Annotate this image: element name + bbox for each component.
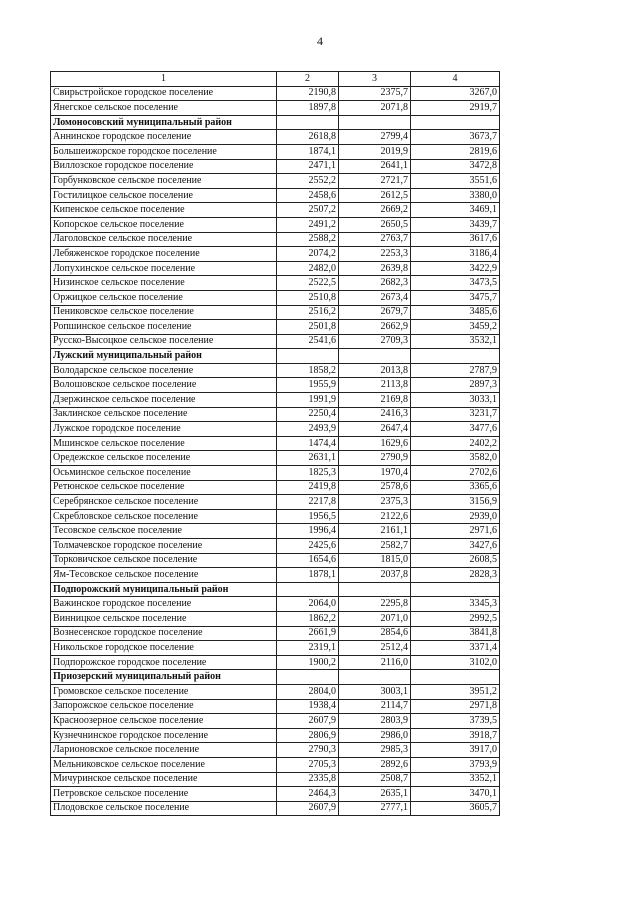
settlement-name: Мичуринское сельское поселение [51, 772, 277, 787]
settlement-name: Аннинское городское поселение [51, 130, 277, 145]
settlement-name: Ропшинское сельское поселение [51, 320, 277, 335]
settlement-name: Пениковское сельское поселение [51, 305, 277, 320]
table-row [51, 568, 500, 583]
section-row [51, 349, 500, 364]
page-number: 4 [317, 34, 323, 48]
settlement-name: Громовское сельское поселение [51, 684, 277, 699]
table-row [51, 203, 500, 218]
table-row [51, 159, 500, 174]
settlement-name: Заклинское сельское поселение [51, 407, 277, 422]
table-row [51, 217, 500, 232]
value-col-2: 2618,8 [277, 130, 339, 145]
settlement-name: Важинское городское поселение [51, 597, 277, 612]
value-col-4: 3427,6 [411, 539, 500, 554]
value-col-4: 3422,9 [411, 261, 500, 276]
value-col-2: 2501,8 [277, 320, 339, 335]
table-row [51, 714, 500, 729]
value-col-2: 2471,1 [277, 159, 339, 174]
table-row [51, 232, 500, 247]
settlement-name: Большеижорское городское поселение [51, 144, 277, 159]
value-col-4: 3617,6 [411, 232, 500, 247]
value-col-3: 2116,0 [339, 655, 411, 670]
settlement-name: Копорское сельское поселение [51, 217, 277, 232]
section-empty-cell [277, 670, 339, 685]
value-col-3: 2071,8 [339, 101, 411, 116]
table-row [51, 188, 500, 203]
settlement-name: Лопухинское сельское поселение [51, 261, 277, 276]
settlement-name: Торковичское сельское поселение [51, 553, 277, 568]
table-row [51, 553, 500, 568]
value-col-3: 2512,4 [339, 641, 411, 656]
settlement-name: Осьминское сельское поселение [51, 466, 277, 481]
value-col-4: 2971,6 [411, 524, 500, 539]
value-col-3: 2578,6 [339, 480, 411, 495]
value-col-3: 2113,8 [339, 378, 411, 393]
value-col-4: 3352,1 [411, 772, 500, 787]
table-body [51, 86, 500, 816]
value-col-2: 1956,5 [277, 509, 339, 524]
table-row [51, 451, 500, 466]
value-col-2: 2541,6 [277, 334, 339, 349]
table-row [51, 509, 500, 524]
table-row [51, 261, 500, 276]
table-row [51, 276, 500, 291]
header-col-3: 3 [339, 72, 411, 87]
table-row [51, 728, 500, 743]
settlement-name: Володарское сельское поселение [51, 363, 277, 378]
value-col-4: 3739,5 [411, 714, 500, 729]
value-col-3: 2071,0 [339, 611, 411, 626]
settlement-name: Ларионовское сельское поселение [51, 743, 277, 758]
value-col-2: 2493,9 [277, 422, 339, 437]
table-row [51, 436, 500, 451]
value-col-3: 2375,7 [339, 86, 411, 101]
settlement-name: Русско-Высоцкое сельское поселение [51, 334, 277, 349]
section-row [51, 115, 500, 130]
value-col-3: 2635,1 [339, 787, 411, 802]
value-col-4: 3470,1 [411, 787, 500, 802]
value-col-3: 2799,4 [339, 130, 411, 145]
value-col-3: 2763,7 [339, 232, 411, 247]
value-col-3: 2114,7 [339, 699, 411, 714]
value-col-4: 3605,7 [411, 801, 500, 816]
value-col-3: 2790,9 [339, 451, 411, 466]
section-empty-cell [411, 670, 500, 685]
value-col-4: 3380,0 [411, 188, 500, 203]
value-col-4: 3841,8 [411, 626, 500, 641]
value-col-2: 2458,6 [277, 188, 339, 203]
settlement-name: Ям-Тесовское сельское поселение [51, 568, 277, 583]
settlement-name: Серебрянское сельское поселение [51, 495, 277, 510]
value-col-3: 2122,6 [339, 509, 411, 524]
value-col-3: 2161,1 [339, 524, 411, 539]
header-col-4: 4 [411, 72, 500, 87]
table-row [51, 801, 500, 816]
value-col-3: 2612,5 [339, 188, 411, 203]
value-col-4: 3917,0 [411, 743, 500, 758]
table-row [51, 684, 500, 699]
value-col-3: 2854,6 [339, 626, 411, 641]
settlement-name: Янегское сельское поселение [51, 101, 277, 116]
table-row [51, 334, 500, 349]
value-col-3: 2721,7 [339, 174, 411, 189]
value-col-3: 2582,7 [339, 539, 411, 554]
settlement-name: Мельниковское сельское поселение [51, 757, 277, 772]
value-col-4: 3231,7 [411, 407, 500, 422]
value-col-2: 2588,2 [277, 232, 339, 247]
header-col-2: 2 [277, 72, 339, 87]
table-row [51, 626, 500, 641]
table-row [51, 144, 500, 159]
value-col-4: 3551,6 [411, 174, 500, 189]
value-col-2: 2419,8 [277, 480, 339, 495]
value-col-3: 2673,4 [339, 290, 411, 305]
value-col-4: 2819,6 [411, 144, 500, 159]
value-col-2: 2790,3 [277, 743, 339, 758]
value-col-2: 2491,2 [277, 217, 339, 232]
value-col-3: 2295,8 [339, 597, 411, 612]
value-col-3: 2985,3 [339, 743, 411, 758]
value-col-4: 3102,0 [411, 655, 500, 670]
table-row [51, 378, 500, 393]
value-col-2: 2522,5 [277, 276, 339, 291]
table-row [51, 363, 500, 378]
value-col-2: 2806,9 [277, 728, 339, 743]
settlement-name: Тесовское сельское поселение [51, 524, 277, 539]
header-col-1: 1 [51, 72, 277, 87]
table-row [51, 699, 500, 714]
value-col-4: 3371,4 [411, 641, 500, 656]
value-col-3: 2662,9 [339, 320, 411, 335]
value-col-2: 2507,2 [277, 203, 339, 218]
value-col-3: 2647,4 [339, 422, 411, 437]
value-col-4: 2971,8 [411, 699, 500, 714]
value-col-2: 1654,6 [277, 553, 339, 568]
table-row [51, 757, 500, 772]
settlement-name: Петровское сельское поселение [51, 787, 277, 802]
value-col-2: 2217,8 [277, 495, 339, 510]
value-col-3: 2169,8 [339, 393, 411, 408]
settlement-name: Волошовское сельское поселение [51, 378, 277, 393]
value-col-4: 2992,5 [411, 611, 500, 626]
value-col-2: 2705,3 [277, 757, 339, 772]
table-row [51, 320, 500, 335]
table-row [51, 86, 500, 101]
section-empty-cell [277, 582, 339, 597]
value-col-3: 2777,1 [339, 801, 411, 816]
value-col-2: 2552,2 [277, 174, 339, 189]
value-col-2: 2250,4 [277, 407, 339, 422]
settlement-name: Низинское сельское поселение [51, 276, 277, 291]
table-row [51, 539, 500, 554]
value-col-4: 2702,6 [411, 466, 500, 481]
section-empty-cell [411, 582, 500, 597]
settlement-name: Лаголовское сельское поселение [51, 232, 277, 247]
value-col-2: 1897,8 [277, 101, 339, 116]
settlement-name: Ретюнское сельское поселение [51, 480, 277, 495]
value-col-3: 1629,6 [339, 436, 411, 451]
table-row [51, 611, 500, 626]
value-col-3: 2508,7 [339, 772, 411, 787]
value-col-3: 2253,3 [339, 247, 411, 262]
value-col-3: 2669,2 [339, 203, 411, 218]
table-row [51, 422, 500, 437]
value-col-3: 2013,8 [339, 363, 411, 378]
settlement-name: Гостилицкое сельское поселение [51, 188, 277, 203]
table-row [51, 480, 500, 495]
table-row [51, 787, 500, 802]
value-col-2: 2425,6 [277, 539, 339, 554]
value-col-3: 2416,3 [339, 407, 411, 422]
section-title: Приозерский муниципальный район [51, 670, 277, 685]
section-empty-cell [339, 670, 411, 685]
value-col-4: 2939,0 [411, 509, 500, 524]
value-col-3: 2375,3 [339, 495, 411, 510]
value-col-4: 3582,0 [411, 451, 500, 466]
section-empty-cell [339, 582, 411, 597]
settlement-name: Винницкое сельское поселение [51, 611, 277, 626]
table-row [51, 101, 500, 116]
settlement-name: Кузнечнинское городское поселение [51, 728, 277, 743]
section-empty-cell [277, 349, 339, 364]
value-col-4: 3365,6 [411, 480, 500, 495]
settlement-name: Скребловское сельское поселение [51, 509, 277, 524]
table-row [51, 407, 500, 422]
settlement-name: Горбунковское сельское поселение [51, 174, 277, 189]
value-col-2: 2064,0 [277, 597, 339, 612]
settlement-name: Запорожское сельское поселение [51, 699, 277, 714]
value-col-4: 3673,7 [411, 130, 500, 145]
value-col-2: 2319,1 [277, 641, 339, 656]
settlement-name: Кипенское сельское поселение [51, 203, 277, 218]
value-col-2: 2335,8 [277, 772, 339, 787]
value-col-4: 3186,4 [411, 247, 500, 262]
value-col-2: 2661,9 [277, 626, 339, 641]
value-col-4: 3951,2 [411, 684, 500, 699]
section-title: Лужский муниципальный район [51, 349, 277, 364]
value-col-2: 2482,0 [277, 261, 339, 276]
value-col-4: 3033,1 [411, 393, 500, 408]
value-col-2: 2607,9 [277, 714, 339, 729]
table-row [51, 495, 500, 510]
value-col-2: 2510,8 [277, 290, 339, 305]
table-row [51, 524, 500, 539]
value-col-4: 3472,8 [411, 159, 500, 174]
table-row [51, 655, 500, 670]
value-col-4: 3156,9 [411, 495, 500, 510]
value-col-2: 2464,3 [277, 787, 339, 802]
value-col-4: 3475,7 [411, 290, 500, 305]
value-col-4: 2608,5 [411, 553, 500, 568]
value-col-3: 2639,8 [339, 261, 411, 276]
settlement-name: Толмачевское городское поселение [51, 539, 277, 554]
section-empty-cell [339, 349, 411, 364]
value-col-2: 2516,2 [277, 305, 339, 320]
section-empty-cell [277, 115, 339, 130]
value-col-2: 1991,9 [277, 393, 339, 408]
section-row [51, 582, 500, 597]
value-col-4: 2787,9 [411, 363, 500, 378]
section-title: Ломоносовский муниципальный район [51, 115, 277, 130]
value-col-4: 3345,3 [411, 597, 500, 612]
value-col-2: 2074,2 [277, 247, 339, 262]
data-table [50, 71, 500, 816]
value-col-2: 1858,2 [277, 363, 339, 378]
settlement-name: Лебяженское городское поселение [51, 247, 277, 262]
value-col-3: 2650,5 [339, 217, 411, 232]
value-col-4: 2919,7 [411, 101, 500, 116]
value-col-4: 3439,7 [411, 217, 500, 232]
settlement-name: Свирьстройское городское поселение [51, 86, 277, 101]
table-row [51, 772, 500, 787]
value-col-3: 2679,7 [339, 305, 411, 320]
value-col-2: 1874,1 [277, 144, 339, 159]
value-col-2: 2804,0 [277, 684, 339, 699]
section-title: Подпорожский муниципальный район [51, 582, 277, 597]
settlement-name: Никольское городское поселение [51, 641, 277, 656]
table-row [51, 393, 500, 408]
settlement-name: Лужское городское поселение [51, 422, 277, 437]
section-row [51, 670, 500, 685]
value-col-3: 2892,6 [339, 757, 411, 772]
section-empty-cell [411, 115, 500, 130]
settlement-name: Оржицкое сельское поселение [51, 290, 277, 305]
value-col-4: 3532,1 [411, 334, 500, 349]
settlement-name: Подпорожское городское поселение [51, 655, 277, 670]
value-col-2: 1862,2 [277, 611, 339, 626]
table-row [51, 641, 500, 656]
settlement-name: Вознесенское городское поселение [51, 626, 277, 641]
value-col-3: 2709,3 [339, 334, 411, 349]
table-row [51, 174, 500, 189]
settlement-name: Виллозское городское поселение [51, 159, 277, 174]
value-col-2: 1825,3 [277, 466, 339, 481]
value-col-4: 3793,9 [411, 757, 500, 772]
table-row [51, 130, 500, 145]
value-col-2: 2190,8 [277, 86, 339, 101]
settlement-name: Мшинское сельское поселение [51, 436, 277, 451]
value-col-3: 2037,8 [339, 568, 411, 583]
value-col-2: 1955,9 [277, 378, 339, 393]
value-col-3: 2986,0 [339, 728, 411, 743]
value-col-4: 3469,1 [411, 203, 500, 218]
table-row [51, 247, 500, 262]
value-col-3: 2682,3 [339, 276, 411, 291]
value-col-4: 2402,2 [411, 436, 500, 451]
settlement-name: Оредежское сельское поселение [51, 451, 277, 466]
value-col-2: 1878,1 [277, 568, 339, 583]
table-row [51, 743, 500, 758]
value-col-4: 3485,6 [411, 305, 500, 320]
value-col-2: 1938,4 [277, 699, 339, 714]
table-row [51, 466, 500, 481]
value-col-2: 2631,1 [277, 451, 339, 466]
value-col-2: 1474,4 [277, 436, 339, 451]
section-empty-cell [411, 349, 500, 364]
value-col-3: 1970,4 [339, 466, 411, 481]
header-row [51, 72, 500, 87]
value-col-3: 2803,9 [339, 714, 411, 729]
value-col-2: 2607,9 [277, 801, 339, 816]
value-col-4: 2828,3 [411, 568, 500, 583]
settlement-name: Плодовское сельское поселение [51, 801, 277, 816]
value-col-4: 3267,0 [411, 86, 500, 101]
value-col-2: 1900,2 [277, 655, 339, 670]
value-col-4: 2897,3 [411, 378, 500, 393]
value-col-4: 3477,6 [411, 422, 500, 437]
value-col-3: 3003,1 [339, 684, 411, 699]
table-row [51, 290, 500, 305]
section-empty-cell [339, 115, 411, 130]
value-col-3: 2019,9 [339, 144, 411, 159]
value-col-3: 2641,1 [339, 159, 411, 174]
value-col-4: 3918,7 [411, 728, 500, 743]
value-col-4: 3473,5 [411, 276, 500, 291]
table-row [51, 597, 500, 612]
table-row [51, 305, 500, 320]
value-col-4: 3459,2 [411, 320, 500, 335]
settlement-name: Красноозерное сельское поселение [51, 714, 277, 729]
value-col-3: 1815,0 [339, 553, 411, 568]
value-col-2: 1996,4 [277, 524, 339, 539]
settlement-name: Дзержинское сельское поселение [51, 393, 277, 408]
